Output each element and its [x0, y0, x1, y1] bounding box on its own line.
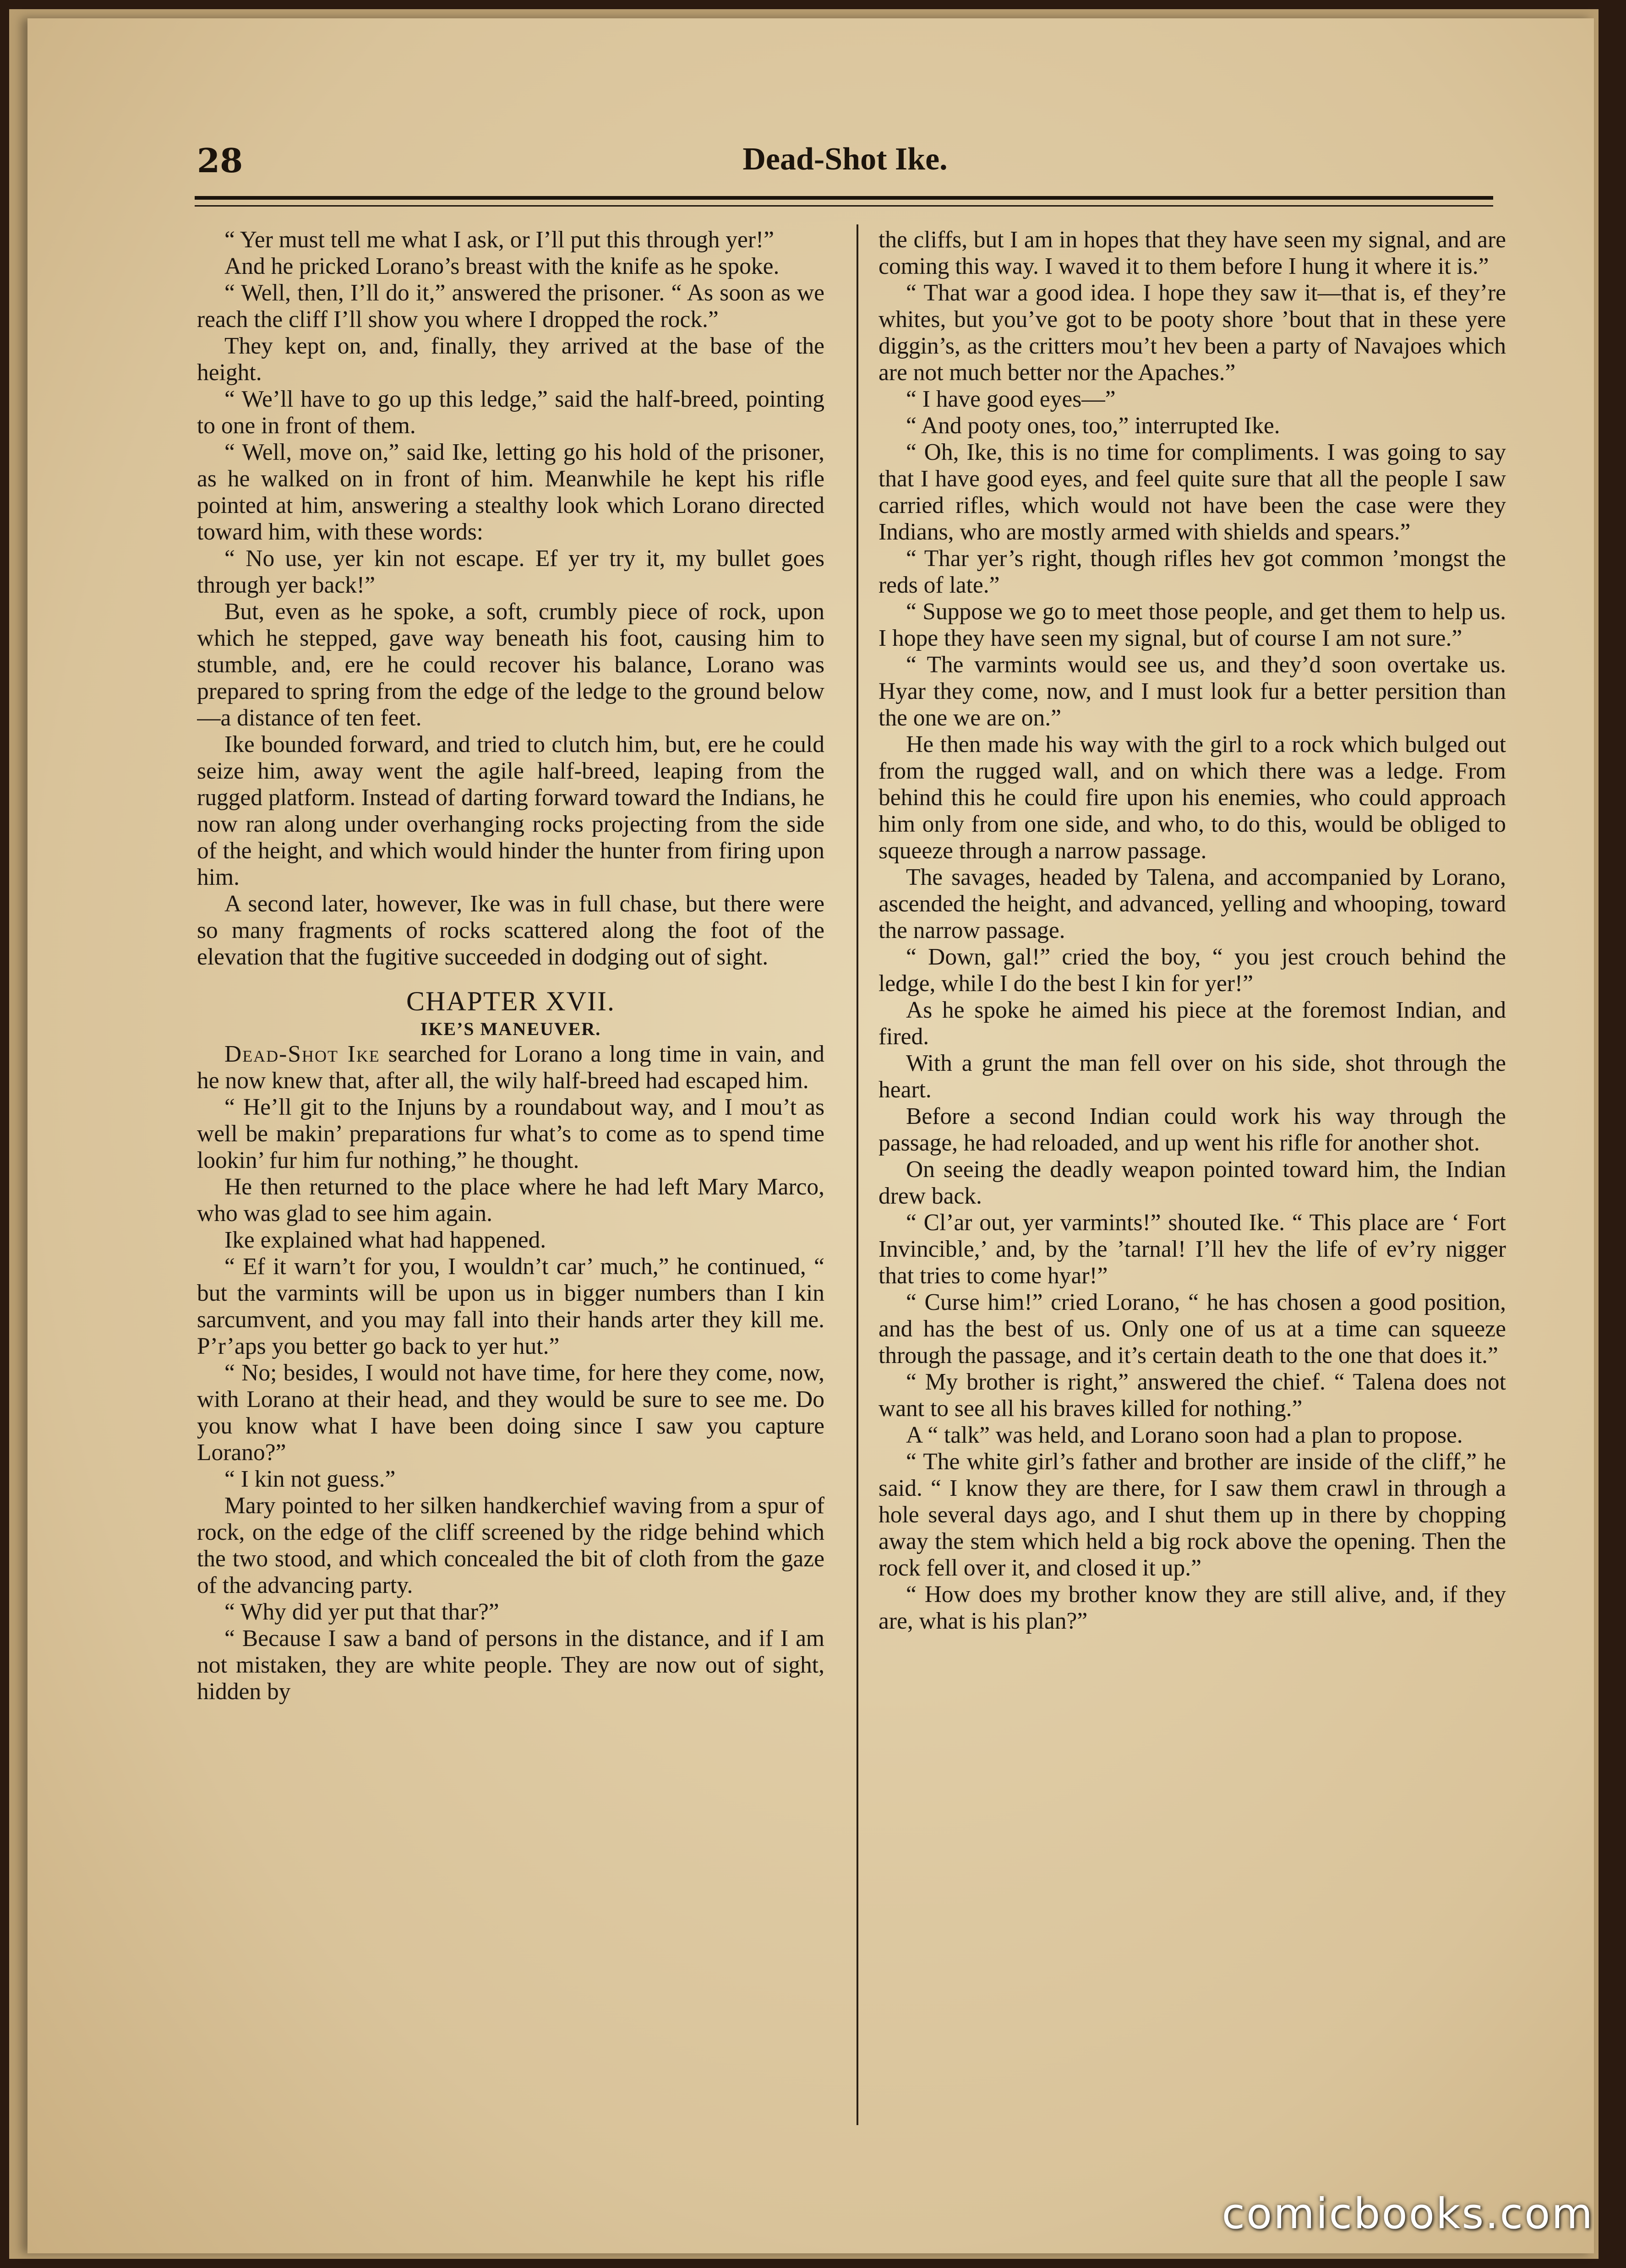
paragraph: “ Ef it warn’t for you, I wouldn’t car’ much,” he continued, “ but the varmints will be upon us in bigger numbers than I kin sarcumvent, and you may fall into their hands arter they kill me. P’r’aps you better go back to yer hut.” — [197, 1254, 824, 1359]
left-column-paragraphs-after-chapter — [197, 1094, 824, 1705]
paragraph: the cliffs, but I am in hopes that they have seen my signal, and are coming this way. I waved it to them before I hung it where it is.” — [878, 227, 1506, 279]
paragraph: With a grunt the man fell over on his side, shot through the heart. — [878, 1050, 1506, 1103]
page-number: 28 — [197, 141, 243, 180]
paragraph: “ Thar yer’s right, though rifles hev got common ’mongst the reds of late.” — [878, 545, 1506, 598]
page-header — [197, 141, 1493, 191]
paragraph: Mary pointed to her silken handkerchief waving from a spur of rock, on the edge of the cliff screened by the ridge behind which the two stood, and which concealed the bit of cloth from the gaze of the advancing party. — [197, 1493, 824, 1598]
paragraph: “ The varmints would see us, and they’d soon overtake us. Hyar they come, now, and I must look fur a better persition than the one we are on.” — [878, 652, 1506, 731]
chapter-lead-paragraph — [197, 1041, 824, 1094]
paragraph: “ Well, then, I’ll do it,” answered the prisoner. “ As soon as we reach the cliff I’ll show you where I dropped the rock.” — [197, 280, 824, 333]
paragraph: And he pricked Lorano’s breast with the knife as he spoke. — [224, 253, 780, 279]
paragraph: He then returned to the place where he had left Mary Marco, who was glad to see him again. — [197, 1174, 824, 1227]
chapter-lead-text: searched for Lorano a long time in vain, and he now knew that, after all, the wily half-breed had escaped him. — [197, 1041, 824, 1094]
paragraph: “ How does my brother know they are still alive, and, if they are, what is his plan?” — [878, 1581, 1506, 1634]
paragraph: “ Oh, Ike, this is no time for compliments. I was going to say that I have good eyes, and feel quite sure that all the people I saw carried rifles, which would not have been the case were they Indians, who are mostly armed with shields and spears.” — [878, 439, 1506, 545]
paragraph: “ Down, gal!” cried the boy, “ you jest crouch behind the ledge, while I do the best I kin for yer!” — [878, 944, 1506, 997]
paragraph: “ Why did yer put that thar?” — [224, 1599, 499, 1625]
paragraph: “ No use, yer kin not escape. Ef yer try it, my bullet goes through yer back!” — [197, 545, 824, 598]
book-page — [27, 18, 1594, 2253]
paragraph: They kept on, and, finally, they arrived at the base of the height. — [197, 333, 824, 386]
paragraph: “ My brother is right,” answered the chief. “ Talena does not want to see all his braves killed for nothing.” — [878, 1369, 1506, 1422]
paragraph: Ike explained what had happened. — [224, 1227, 546, 1253]
left-column — [197, 227, 824, 2137]
chapter-heading: CHAPTER XVII. — [406, 986, 615, 1016]
paragraph: But, even as he spoke, a soft, crumbly piece of rock, upon which he stepped, gave way beneath his foot, causing him to stumble, and, ere he could recover his balance, Lorano was prepared to spring from the edge of the ledge to the ground below—a distance of ten feet. — [197, 599, 824, 731]
paragraph: The savages, headed by Talena, and accompanied by Lorano, ascended the height, and advanced, yelling and whooping, toward the narrow passage. — [878, 864, 1506, 943]
column-divider — [857, 224, 858, 2125]
left-column-paragraphs-before-chapter — [197, 227, 824, 970]
paragraph: “ The white girl’s father and brother are inside of the cliff,” he said. “ I know they are there, for I saw them crawl in through a hole several days ago, and I shut them up in there by chopping away the stem which held a big rock above the opening. Then the rock fell over it, and closed it up.” — [878, 1449, 1506, 1581]
paragraph: “ He’ll git to the Injuns by a roundabout way, and I mou’t as well be makin’ preparations fur what’s to come as to spend time lookin’ fur him fur nothing,” he thought. — [197, 1094, 824, 1173]
paragraph: “ We’ll have to go up this ledge,” said the half-breed, pointing to one in front of them. — [197, 386, 824, 439]
paragraph: A second later, however, Ike was in full chase, but there were so many fragments of rocks scattered along the foot of the elevation that the fugitive succeeded in dodging out of sight. — [197, 891, 824, 970]
chapter-subtitle: IKE’S MANEUVER. — [420, 1019, 601, 1039]
paragraph: “ Cl’ar out, yer varmints!” shouted Ike. “ This place are ‘ Fort Invincible,’ and, by the ’tarnal! I’ll hev the life of ev’ry nigger that tries to come hyar!” — [878, 1210, 1506, 1289]
paragraph: “ Well, move on,” said Ike, letting go his hold of the prisoner, as he walked on in front of him. Meanwhile he kept his rifle pointed at him, answering a stealthy look which Lorano directed toward him, with these words: — [197, 439, 824, 545]
paragraph: Before a second Indian could work his way through the passage, he had reloaded, and up went his rifle for another shot. — [878, 1103, 1506, 1156]
paragraph: “ Yer must tell me what I ask, or I’ll put this through yer!” — [224, 227, 775, 253]
paragraph: Ike bounded forward, and tried to clutch him, but, ere he could seize him, away went the agile half-breed, leaping from the rugged platform. Instead of darting forward toward the Indians, he now ran along under overhanging rocks projecting from the side of the height, and which would hinder the hunter from firing upon him. — [197, 731, 824, 890]
paragraph: As he spoke he aimed his piece at the foremost Indian, and fired. — [878, 997, 1506, 1050]
watermark-logo: comicbooks.com — [1222, 2189, 1594, 2238]
paragraph: He then made his way with the girl to a rock which bulged out from the rugged wall, and on which there was a ledge. From behind this he could fire upon his enemies, who could approach him only from one side, and who, to do this, would be obliged to squeeze through a narrow passage. — [878, 731, 1506, 864]
paragraph: “ Because I saw a band of persons in the distance, and if I am not mistaken, they are white people. They are now out of sight, hidden by — [197, 1625, 824, 1705]
right-column-paragraphs — [878, 227, 1506, 1635]
paragraph: “ No; besides, I would not have time, for here they come, now, with Lorano at their head, and they would be sure to see me. Do you know what I have been doing since I saw you capture Lorano?” — [197, 1360, 824, 1466]
chapter-lead-smallcaps: Dead-Shot Ike — [224, 1041, 380, 1067]
paragraph: “ I kin not guess.” — [224, 1466, 396, 1492]
paragraph: “ I have good eyes—” — [906, 386, 1116, 412]
right-column — [878, 227, 1506, 2137]
paragraph: “ And pooty ones, too,” interrupted Ike. — [906, 413, 1280, 439]
header-rule — [195, 196, 1493, 207]
paragraph: On seeing the deadly weapon pointed toward him, the Indian drew back. — [878, 1156, 1506, 1209]
running-title: Dead-Shot Ike. — [742, 142, 948, 177]
paragraph: A “ talk” was held, and Lorano soon had a plan to propose. — [906, 1422, 1463, 1448]
paragraph: “ That war a good idea. I hope they saw it—that is, ef they’re whites, but you’ve got to be pooty shore ’bout that in these yere diggin’s, as the critters mou’t hev been a party of Navajoes which are not much better nor the Apaches.” — [878, 280, 1506, 386]
paragraph: “ Suppose we go to meet those people, and get them to help us. I hope they have seen my signal, but of course I am not sure.” — [878, 599, 1506, 651]
paragraph: “ Curse him!” cried Lorano, “ he has chosen a good position, and has the best of us. Only one of us at a time can squeeze through the passage, and it’s certain death to the one that does it.” — [878, 1289, 1506, 1368]
